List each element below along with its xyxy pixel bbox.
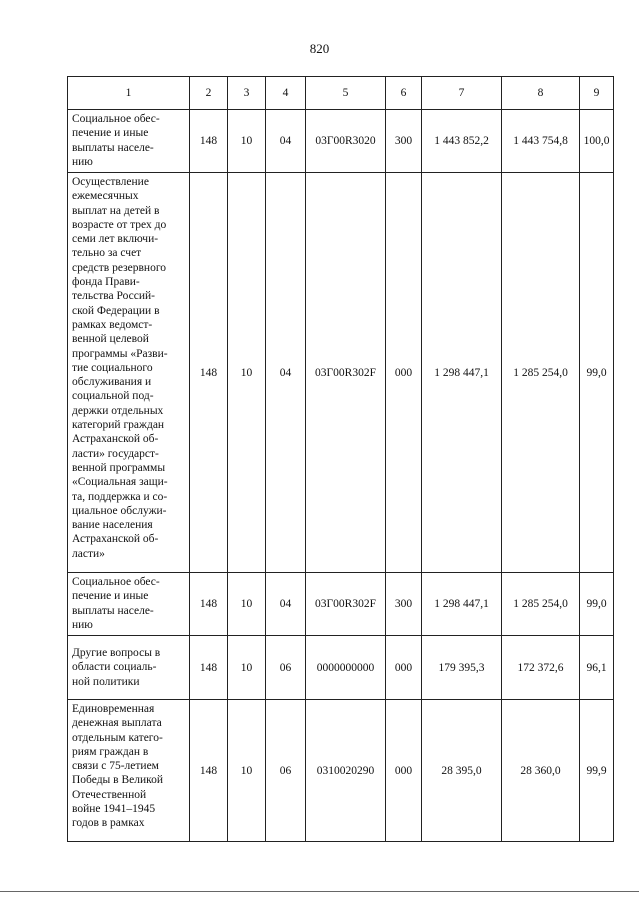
column-header: 8: [502, 77, 580, 110]
expense-type-cell: 300: [386, 110, 422, 173]
execution-percent-cell: 96,1: [580, 636, 614, 700]
expense-type-cell: 000: [386, 700, 422, 842]
table-row: [68, 173, 614, 573]
planned-amount-cell: 28 395,0: [422, 700, 502, 842]
executed-amount-cell: 1 285 254,0: [502, 573, 580, 636]
executed-amount-cell: 28 360,0: [502, 700, 580, 842]
target-code-cell: 03Г00R302F: [306, 573, 386, 636]
budget-execution-table: [67, 76, 614, 842]
row-description: Осуществление ежемесячных выплат на детей в возрасте от трех до семи лет включи- тельно за счет средств резервного фонда Прави- тельства Россий- ской Федерации в рамках ведомст- венной целевой программы «Разви- тие социального обслуживания и социальной под- держки отдельных категорий граждан Астраханской об- ласти» государст- венной программы «Социальная защи- та, поддержка и со- циальное обслужи- вание населения Астраханской об- ласти»: [68, 173, 190, 573]
row-description: Единовременная денежная выплата отдельным катего- риям граждан в связи с 75-летием Победы в Великой Отечественной войне 1941–1945 годов в рамках: [68, 700, 190, 842]
expense-type-cell: 000: [386, 636, 422, 700]
execution-percent-cell: 99,9: [580, 700, 614, 842]
section-code-cell: 10: [228, 573, 266, 636]
column-header: 3: [228, 77, 266, 110]
bottom-divider: [0, 891, 639, 892]
subsection-code-cell: 04: [266, 173, 306, 573]
target-code-cell: 03Г00R3020: [306, 110, 386, 173]
column-header: 4: [266, 77, 306, 110]
subsection-code-cell: 06: [266, 700, 306, 842]
row-description: Другие вопросы в области социаль- ной политики: [68, 636, 190, 700]
page-number: 820: [309, 41, 330, 56]
section-code-cell: 10: [228, 700, 266, 842]
planned-amount-cell: 1 298 447,1: [422, 573, 502, 636]
executed-amount-cell: 1 285 254,0: [502, 173, 580, 573]
table-header-row: [68, 77, 614, 110]
executed-amount-cell: 1 443 754,8: [502, 110, 580, 173]
planned-amount-cell: 1 443 852,2: [422, 110, 502, 173]
row-description: Социальное обес- печение и иные выплаты населе- нию: [68, 110, 190, 173]
column-header: 5: [306, 77, 386, 110]
column-header: 6: [386, 77, 422, 110]
column-header: 2: [190, 77, 228, 110]
admin-code-cell: 148: [190, 573, 228, 636]
target-code-cell: 0000000000: [306, 636, 386, 700]
admin-code-cell: 148: [190, 700, 228, 842]
planned-amount-cell: 179 395,3: [422, 636, 502, 700]
row-description: Социальное обес- печение и иные выплаты населе- нию: [68, 573, 190, 636]
subsection-code-cell: 04: [266, 110, 306, 173]
execution-percent-cell: 99,0: [580, 173, 614, 573]
expense-type-cell: 300: [386, 573, 422, 636]
column-header: 7: [422, 77, 502, 110]
section-code-cell: 10: [228, 636, 266, 700]
target-code-cell: 03Г00R302F: [306, 173, 386, 573]
section-code-cell: 10: [228, 173, 266, 573]
admin-code-cell: 148: [190, 173, 228, 573]
table-row: [68, 636, 614, 700]
table-row: [68, 700, 614, 842]
admin-code-cell: 148: [190, 110, 228, 173]
table-row: [68, 110, 614, 173]
execution-percent-cell: 100,0: [580, 110, 614, 173]
section-code-cell: 10: [228, 110, 266, 173]
planned-amount-cell: 1 298 447,1: [422, 173, 502, 573]
executed-amount-cell: 172 372,6: [502, 636, 580, 700]
admin-code-cell: 148: [190, 636, 228, 700]
target-code-cell: 0310020290: [306, 700, 386, 842]
column-header: 9: [580, 77, 614, 110]
table-row: [68, 573, 614, 636]
column-header: 1: [68, 77, 190, 110]
expense-type-cell: 000: [386, 173, 422, 573]
subsection-code-cell: 04: [266, 573, 306, 636]
subsection-code-cell: 06: [266, 636, 306, 700]
execution-percent-cell: 99,0: [580, 573, 614, 636]
